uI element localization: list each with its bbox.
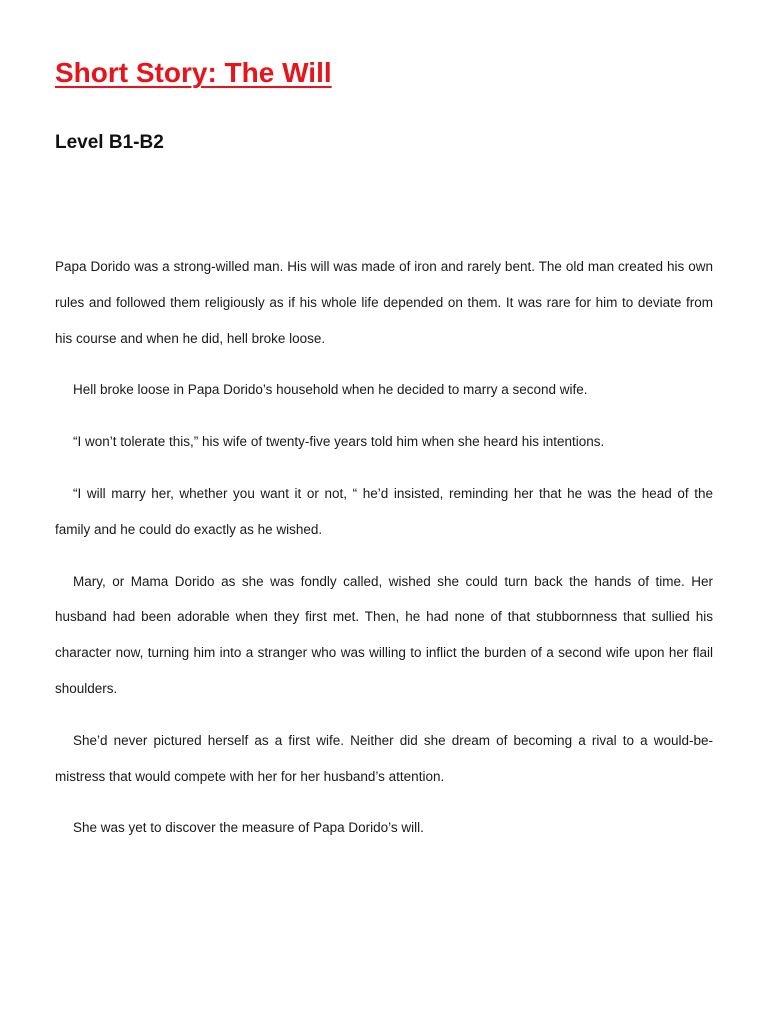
story-body <box>55 249 713 846</box>
paragraph: “I won’t tolerate this,” his wife of twenty-five years told him when she heard his intentions. <box>73 434 605 450</box>
paragraph: She’d never pictured herself as a first wife. Neither did she dream of becoming a rival to a would-be-mistress that would compete with her for her husband’s attention. <box>55 732 713 784</box>
paragraph: “I will marry her, whether you want it or not, “ he’d insisted, reminding her that he was the head of the family and he could do exactly as he wished. <box>55 485 713 537</box>
paragraph: Hell broke loose in Papa Dorido’s household when he decided to marry a second wife. <box>73 382 588 398</box>
story-title: Short Story: The Will <box>55 57 332 88</box>
paragraph: Papa Dorido was a strong-willed man. His will was made of iron and rarely bent. The old man created his own rules and followed them religiously as if his whole life depended on them. It was rare for him to deviate from his course and when he did, hell broke loose. <box>55 259 713 346</box>
paragraph: Mary, or Mama Dorido as she was fondly called, wished she could turn back the hands of time. Her husband had been adorable when they first met. Then, he had none of that stubbornness that sullied his character now, turning him into a stranger who was willing to inflict the burden of a second wife upon her flail shoulders. <box>55 573 713 696</box>
paragraph: She was yet to discover the measure of Papa Dorido’s will. <box>73 820 424 836</box>
level-heading: Level B1-B2 <box>55 132 164 153</box>
